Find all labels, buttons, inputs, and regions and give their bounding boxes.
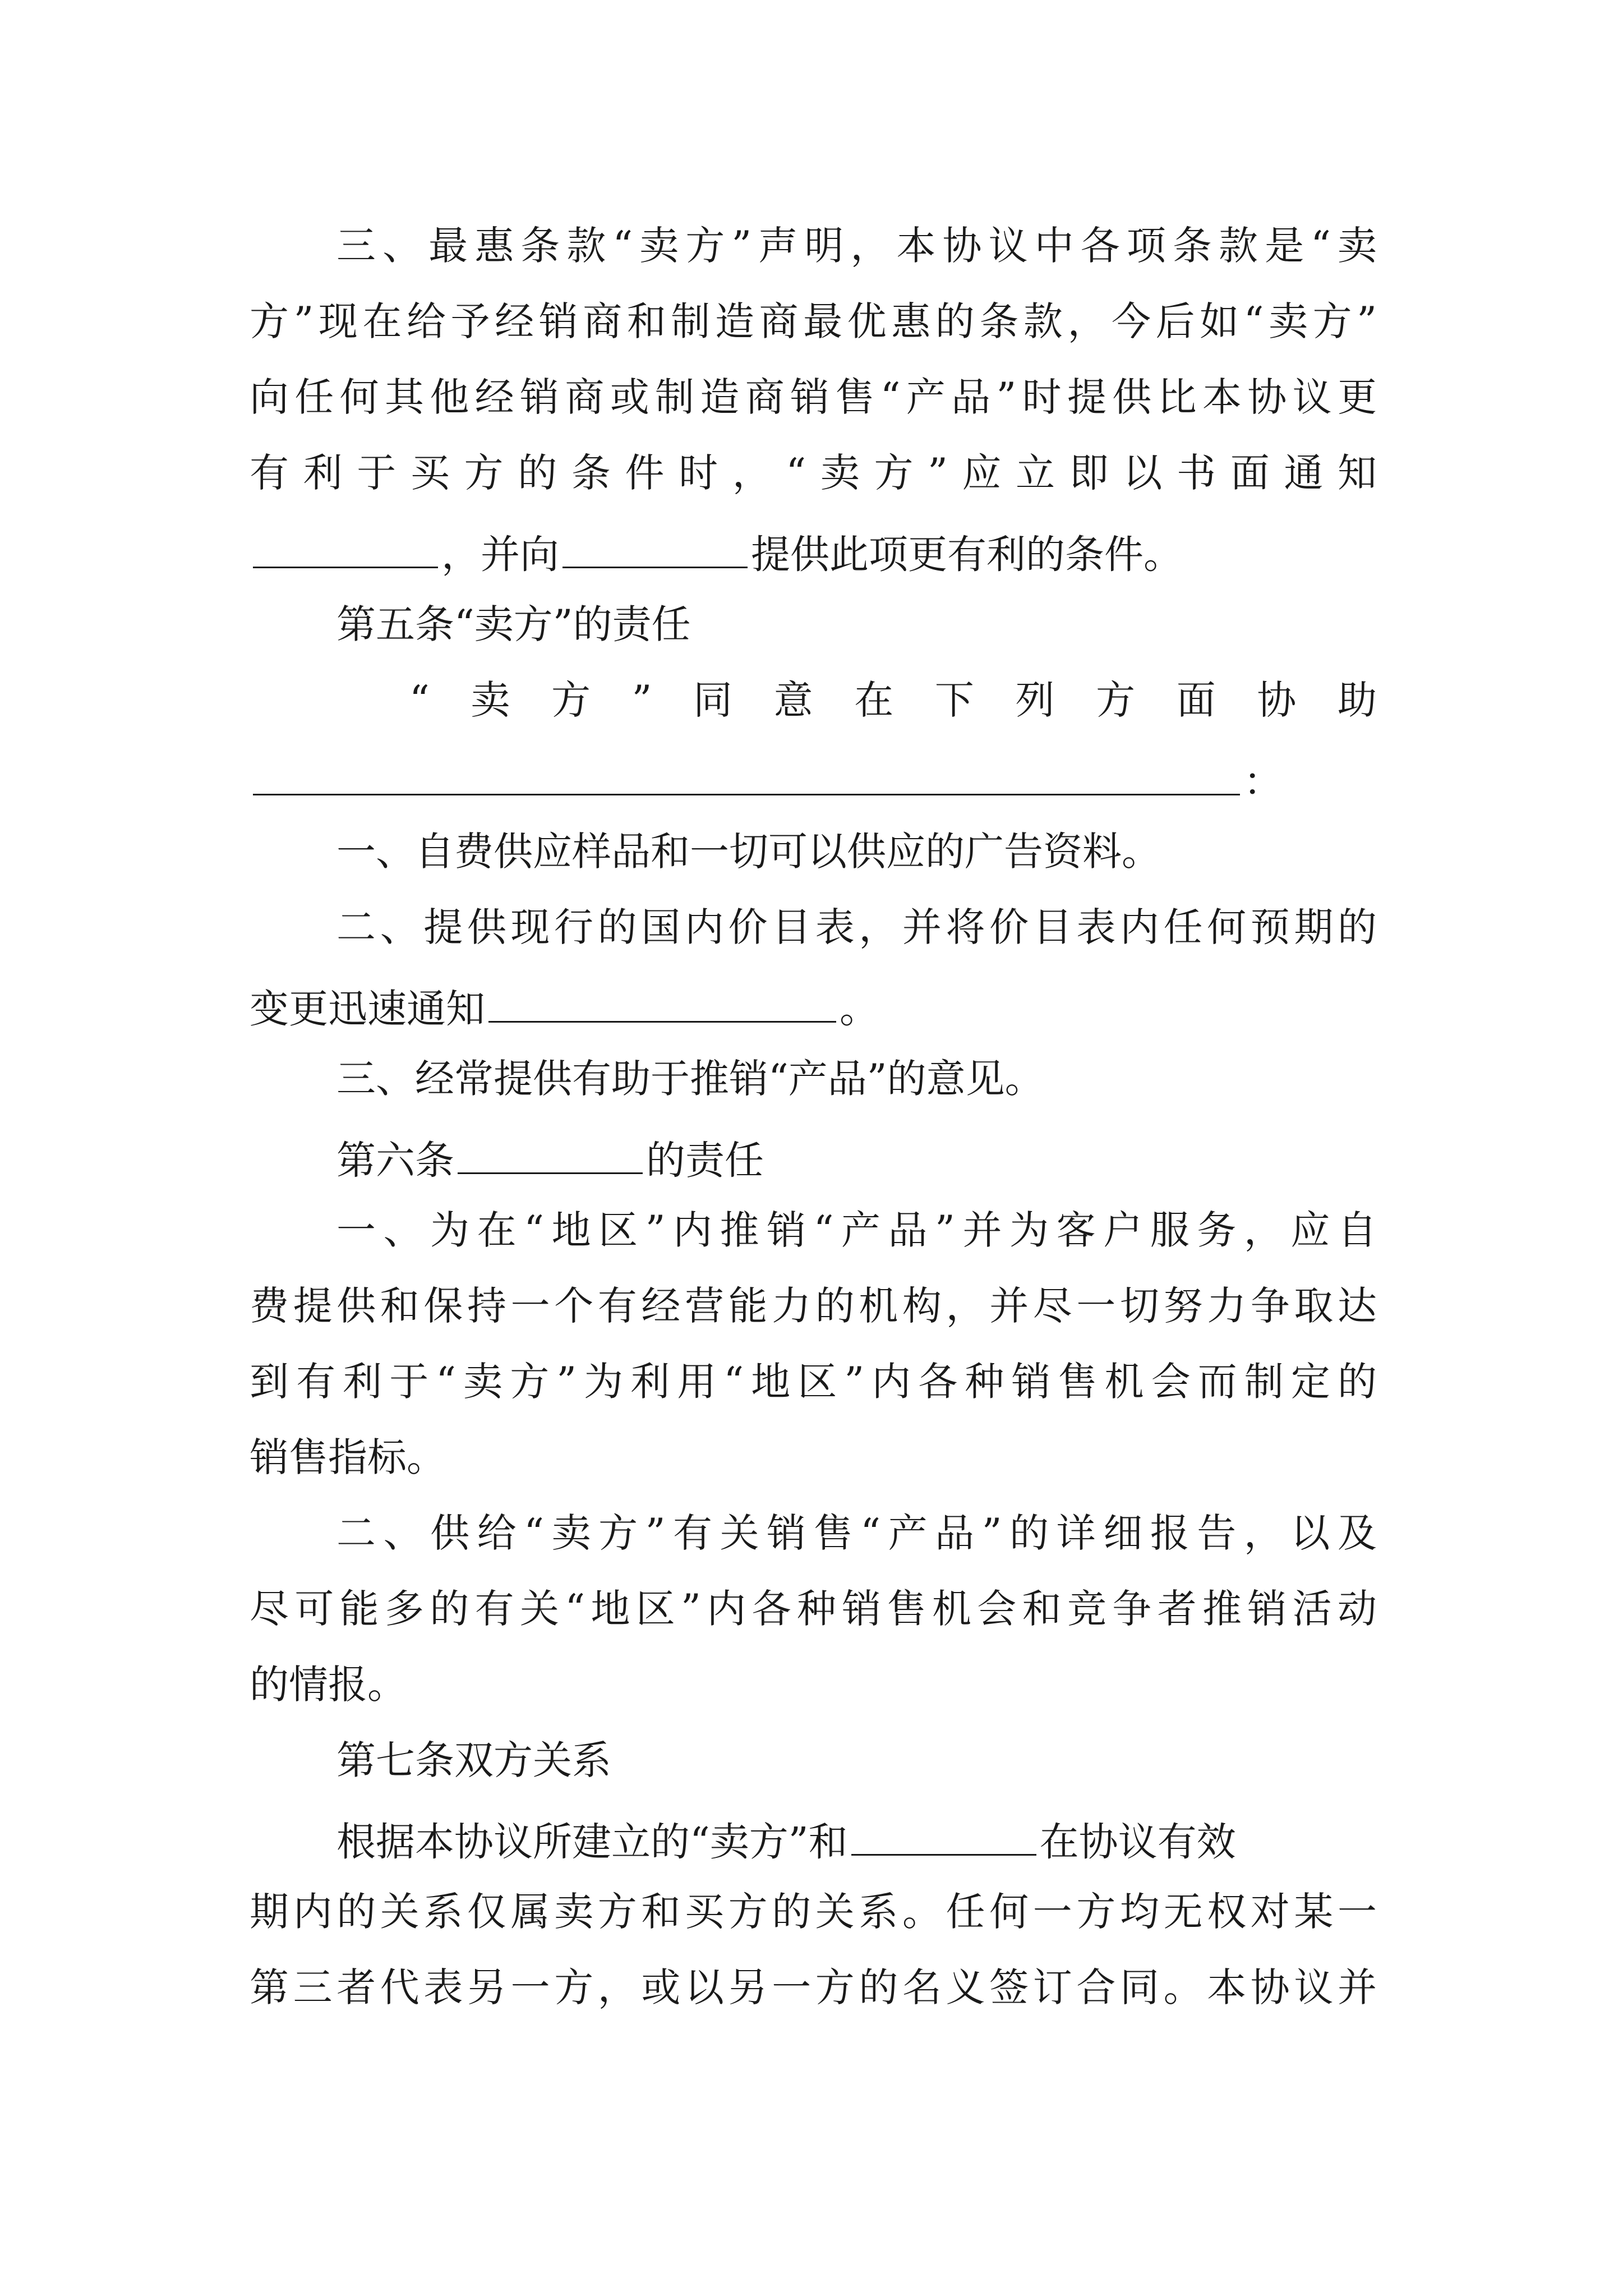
text-fragment: 第六条 [336, 1137, 454, 1184]
text-line: 期内的关系仅属卖方和买方的关系。任何一方均无权对某一 [250, 1889, 1377, 1935]
text-fragment: 提供此项更有利的条件。 [751, 531, 1183, 578]
article-heading: 第七条双方关系 [336, 1737, 611, 1783]
text-line: 三、最惠条款“卖方”声明，本协议中各项条款是“卖 [336, 223, 1377, 269]
text-line: 二、供给“卖方”有关销售“产品”的详细报告，以及 [336, 1510, 1377, 1556]
text-line [250, 983, 1377, 1032]
fill-in-blank [458, 1135, 643, 1174]
text-fragment: 。 [840, 986, 879, 1032]
text-line: 到有利于“卖方”为利用“地区”内各种销售机会而制定的 [250, 1359, 1377, 1405]
text-line: 尽可能多的有关“地区”内各种销售机会和竞争者推销活动 [250, 1586, 1377, 1632]
text-line: 一、为在“地区”内推销“产品”并为客户服务，应自 [336, 1207, 1377, 1253]
text-fragment: 变更迅速通知 [250, 986, 485, 1032]
fill-in-blank [851, 1816, 1036, 1856]
text-line: 方”现在给予经销商和制造商最优惠的条款，今后如“卖方” [250, 298, 1377, 344]
text-line: 的情报。 [250, 1662, 407, 1708]
text-line: 三、经常提供有助于推销“产品”的意见。 [336, 1056, 1044, 1102]
article-heading: 第五条“卖方”的责任 [336, 601, 691, 647]
text-fragment: 的责任 [646, 1137, 764, 1184]
text-line [250, 529, 1377, 578]
text-line: 向任何其他经销商或制造商销售“产品”时提供比本协议更 [250, 374, 1377, 420]
fill-in-blank [253, 529, 438, 568]
fill-in-blank [253, 756, 1240, 795]
text-line: 销售指标。 [250, 1434, 446, 1480]
text-line [250, 756, 1377, 805]
fill-in-blank [562, 529, 748, 568]
fill-in-blank [488, 983, 836, 1023]
text-fragment: 根据本协议所建立的“卖方”和 [336, 1819, 848, 1865]
text-line [336, 1816, 1377, 1865]
text-line: 一、自费供应样品和一切可以供应的广告资料。 [336, 829, 1161, 875]
text-line: 二、提供现行的国内价目表，并将价目表内任何预期的 [336, 904, 1377, 950]
text-line: 第三者代表另一方，或以另一方的名义签订合同。本协议并 [250, 1964, 1377, 2010]
text-fragment: ： [1243, 758, 1283, 805]
text-fragment: 在协议有效 [1039, 1819, 1236, 1865]
text-fragment: ，并向 [441, 531, 559, 578]
text-line: “卖方”同意在下列方面协助 [409, 677, 1377, 723]
text-line: 费提供和保持一个有经营能力的机构，并尽一切努力争取达 [250, 1283, 1377, 1329]
article-heading [336, 1135, 1377, 1184]
text-line: 有利于买方的条件时，“卖方”应立即以书面通知 [250, 450, 1377, 496]
